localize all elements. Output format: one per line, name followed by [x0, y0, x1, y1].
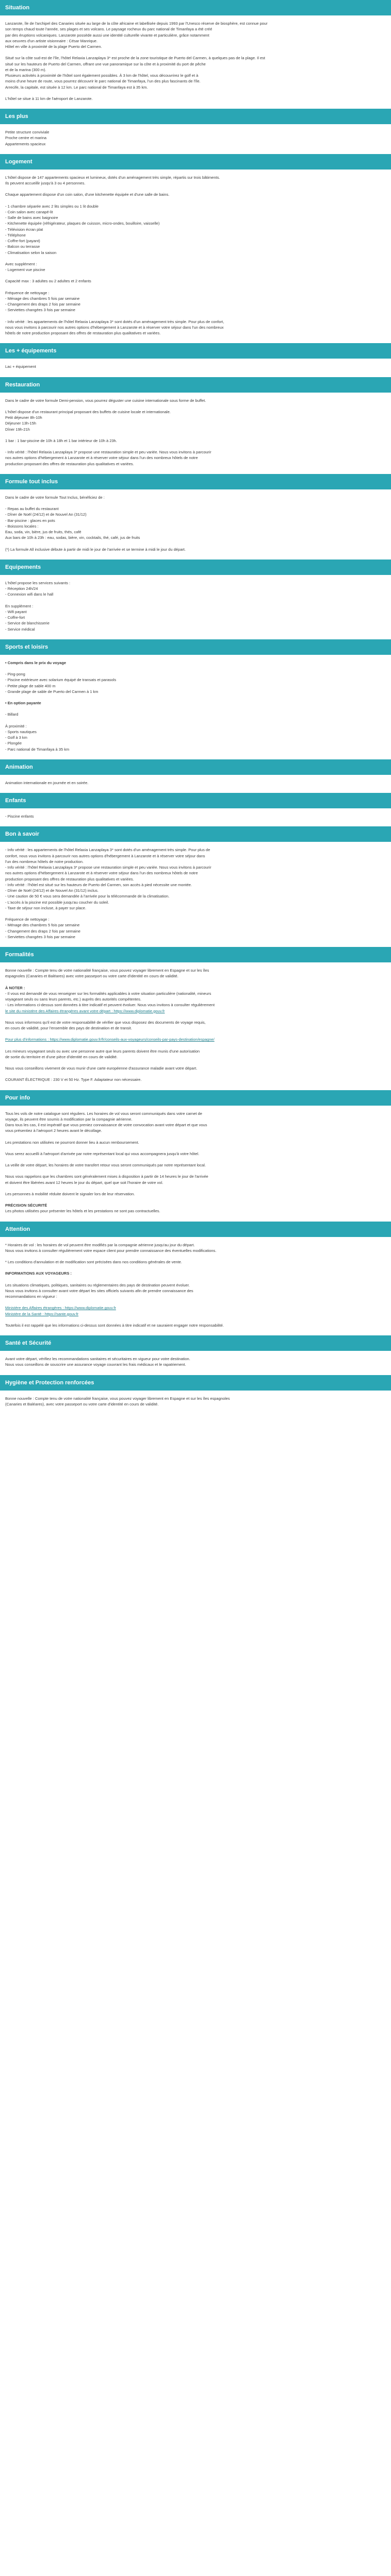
- text-line: Vous serez accueilli à l'aéroport d'arrivée par notre représentant local qui vous accompagnera jusqu'à votre hôtel.: [5, 1151, 200, 1156]
- section-sports: [0, 639, 391, 759]
- section-body: [0, 15, 391, 109]
- section-body: [0, 1237, 391, 1336]
- text-line: confort, nous vous invitons à parcourir nos autres options d'hébergement à Lanzarote et à réserver votre séjour dans: [5, 853, 205, 858]
- text-line: - Changement des draps 2 fois par semaine: [5, 302, 80, 307]
- text-line: Fréquence de nettoyage :: [5, 917, 50, 922]
- text-line: - Info vérité : les appartements de l'hôtel Relaxia Lanzaplaya 3* sont dotés d'un aménagement très simple. Pour plus de: [5, 848, 210, 853]
- section-sante-securite: [0, 1335, 391, 1375]
- text-line: - Serviettes changées 3 fois par semaine: [5, 934, 75, 939]
- section-enfants: [0, 793, 391, 826]
- text-line: - Info vérité : l'hôtel Relaxia Lanzaplaya 3* propose une restauration simple et peu variée. Nous vous invitons à parcourir: [5, 450, 211, 454]
- text-line: PRÉCISION SÉCURITÉ: [5, 1203, 47, 1208]
- text-line: - Ping-pong: [5, 672, 25, 676]
- text-line: [5, 1299, 386, 1305]
- section-body: [0, 655, 391, 759]
- text-line: L'hôtel dispose de 147 appartements spacieux et lumineux, dotés d'un aménagement très simple, répartis sur trois bâtiments.: [5, 175, 220, 180]
- section-formalites: [0, 947, 391, 1090]
- text-line: [5, 256, 386, 261]
- text-line: La veille de votre départ, les horaires de votre transfert retour vous seront communiqués par notre représentant local.: [5, 1163, 206, 1167]
- text-line: - Changement des draps 2 fois par semaine: [5, 928, 80, 934]
- text-line: - Ménage des chambres 5 fois par semaine: [5, 923, 80, 928]
- text-line: - Télévision écran plat: [5, 227, 43, 232]
- section-body: [0, 359, 391, 377]
- text-line: [5, 432, 386, 438]
- text-line: [5, 500, 386, 506]
- text-line: [5, 598, 386, 603]
- text-line: * Horaires de vol : les horaires de vol peuvent être modifiés par la compagnie aérienne jusqu'au jour du départ.: [5, 1242, 195, 1247]
- text-line: - Parc national de Timanfaya à 35 km: [5, 747, 70, 752]
- text-line: [5, 284, 386, 290]
- text-line: Les photos utilisées pour présenter les hôtels et les prestations ne sont pas contractuelles.: [5, 1209, 160, 1214]
- text-line: Bonne nouvelle : Compte tenu de votre nationalité française, vous pouvez voyager librement en Espagne et sur les îles: [5, 968, 209, 973]
- section-body: [0, 1106, 391, 1222]
- section-bon-a-savoir: [0, 826, 391, 947]
- section-equipements: [0, 560, 391, 639]
- section-body: [0, 1391, 391, 1415]
- text-line: recommandations en vigueur :: [5, 1294, 57, 1299]
- text-line: - Il vous est demandé de vous renseigner sur les formalités applicables à votre situation particulière (nationalité, mineurs: [5, 991, 211, 996]
- text-line: voyage, ils peuvent être soumis à modification par la compagnie aérienne.: [5, 1116, 133, 1122]
- section-body: [0, 1351, 391, 1375]
- section-title: Animation: [0, 759, 391, 775]
- section-pour-info: [0, 1090, 391, 1222]
- text-line: [5, 90, 386, 96]
- text-line: Proche centre et marina: [5, 135, 47, 141]
- text-line: Nous vous invitons à consulter avant votre départ les sites officiels suivants afin de prendre connaissance des: [5, 1288, 193, 1293]
- text-line: [5, 706, 386, 711]
- text-line: COURANT ÉLECTRIQUE : 230 V et 50 Hz. Type F. Adaptateur non nécessaire.: [5, 1077, 142, 1082]
- text-line: L'hôtel propose les services suivants :: [5, 580, 71, 585]
- text-line: Petit déjeuner 8h-10h: [5, 415, 42, 420]
- text-line: - Grande plage de sable de Puerto del Carmen à 1 km: [5, 689, 99, 694]
- text-line: [5, 911, 386, 917]
- text-line: Les situations climatiques, politiques, sanitaires ou réglementaires des pays de destination peuvent évoluer.: [5, 1282, 190, 1287]
- text-line: Animation internationale en journée et en soirée.: [5, 780, 89, 785]
- text-line: Toutefois il est rappelé que les informations ci-dessus sont données à titre indicatif et ne sauraient engager notre responsabilité.: [5, 1323, 224, 1328]
- text-line: • Compris dans le prix du voyage: [5, 660, 67, 665]
- section-title: Pour info: [0, 1090, 391, 1106]
- text-line: - Balcon ou terrasse: [5, 244, 40, 249]
- text-line: - Ménage des chambres 5 fois par semaine: [5, 296, 80, 301]
- text-line: INFORMATIONS AUX VOYAGEURS :: [5, 1271, 72, 1276]
- text-line: [5, 1031, 386, 1037]
- text-line: [5, 273, 386, 278]
- section-animation: [0, 759, 391, 793]
- text-line: - Dîner de Noël (24/12) et de Nouvel An (31/12): [5, 512, 87, 517]
- section-hygiene: [0, 1375, 391, 1415]
- section-body: [0, 775, 391, 793]
- text-line: - Les informations ci-dessus sont données à titre indicatif et peuvent évoluer. Nous vous invitons à consulter régulièrement: [5, 1003, 215, 1008]
- text-line: - Bar-piscine : glaces en pots: [5, 518, 55, 523]
- section-title: Situation: [0, 0, 391, 15]
- text-line: Arrecife, la capitale, est située à 12 km. Le parc national de Timanfaya est à 35 km.: [5, 84, 148, 90]
- text-line: Dans le cadre de votre formule Demi-pension, vous pourrez déguster une cuisine internationale sous forme de buffet.: [5, 398, 206, 403]
- text-line: - Boissons locales :: [5, 523, 39, 529]
- text-line: [5, 198, 386, 204]
- text-line: vous présentiez à l'aéroport 2 heures avant le décollage.: [5, 1128, 102, 1133]
- text-line: hôtels de notre production proposant des offres de restauration plus qualitatives et variées.: [5, 331, 161, 335]
- text-line: - Coin salon avec canapé-lit: [5, 209, 53, 214]
- text-line[interactable]: Pour plus d'informations : https://www.diplomatie.gouv.fr/fr/conseils-aux-voyageurs/conseils-par-pays-destination/espagne/: [5, 1037, 215, 1042]
- text-line: en cours de validité, pour l'ensemble des pays de destination et de transit.: [5, 1026, 132, 1030]
- section-body: [0, 575, 391, 639]
- text-line[interactable]: Ministère de la Santé : https://sante.gouv.fr: [5, 1311, 79, 1316]
- text-line: - L'accès à la piscine est possible jusqu'au coucher du soleil.: [5, 900, 109, 905]
- text-line: [5, 1014, 386, 1020]
- text-line: [5, 979, 386, 985]
- text-line: - Serviettes changées 3 fois par semaine: [5, 308, 75, 313]
- text-line: [5, 186, 386, 192]
- text-line: - Wifi payant: [5, 609, 27, 614]
- text-line: nos autres options d'hébergement à Lanzarote et à réserver votre séjour dans l'un des nombreux hôtels de notre: [5, 871, 198, 876]
- text-line: 1 bar : 1 bar-piscine de 10h à 18h et 1 bar intérieur de 10h à 23h.: [5, 438, 117, 443]
- text-line: • En option payante: [5, 701, 41, 705]
- section-title: Formalités: [0, 947, 391, 962]
- text-line: [5, 313, 386, 319]
- text-line: Bonne nouvelle : Compte tenu de votre nationalité française, vous pouvez voyager librement en Espagne et sur les îles espagnoles: [5, 1396, 230, 1401]
- section-logement: [0, 154, 391, 344]
- text-line: aux oeuvres d'un artiste visionnaire : César Manrique.: [5, 38, 98, 43]
- text-line: [5, 1317, 386, 1323]
- text-line: Chaque appartement dispose d'un coin salon, d'une kitchenette équipée et d'une salle de bains.: [5, 192, 170, 197]
- text-line: [5, 1168, 386, 1174]
- text-line: l'un des nombreux hôtels de notre production.: [5, 859, 84, 864]
- section-title: Bon à savoir: [0, 826, 391, 842]
- text-line: À proximité :: [5, 723, 27, 728]
- text-line: espagnoles (Canaries et Baléares) avec votre passeport ou votre carte d'identité en cours de validité.: [5, 974, 178, 979]
- text-line[interactable]: le site du ministère des Affaires étrangères avant votre départ : https://www.diplomatie.gouv.fr: [5, 1008, 165, 1013]
- text-line: Avec supplément :: [5, 261, 37, 266]
- text-line: - Téléphone: [5, 232, 26, 238]
- text-line: - Info vérité : l'hôtel Relaxia Lanzaplaya 3* propose une restauration simple et peu variée. Nous vous invitons à parcourir: [5, 865, 211, 870]
- section-title: Formule tout inclus: [0, 474, 391, 489]
- text-line: - 1 chambre séparée avec 2 lits simples ou 1 lit double: [5, 204, 99, 209]
- text-line: - Petite plage de sable 400 m: [5, 683, 56, 688]
- text-line: Capacité max : 3 adultes ou 2 adultes et 2 enfants: [5, 279, 91, 284]
- section-title: Restauration: [0, 377, 391, 393]
- text-line: [5, 718, 386, 723]
- text-line: Dans tous les cas, il est impératif que vous preniez connaissance de votre convocation avant votre départ et que vous: [5, 1123, 207, 1127]
- text-line: Petite structure conviviale: [5, 130, 50, 134]
- text-line: (Canaries et Baléares), avec votre passeport ou votre carte d'identité en cours de validité.: [5, 1401, 159, 1406]
- section-attention: [0, 1222, 391, 1336]
- text-line: - Service de blanchisserie: [5, 621, 50, 626]
- text-line: [5, 1265, 386, 1270]
- text-line: Dans le cadre de votre formule Tout Inclus, bénéficiez de :: [5, 495, 105, 500]
- text-line: [5, 444, 386, 449]
- text-line: [5, 541, 386, 547]
- section-title: Les plus: [0, 109, 391, 124]
- text-line: L'hôtel dispose d'un restaurant principal proposant des buffets de cuisine locale et internationale.: [5, 409, 171, 414]
- section-body: [0, 393, 391, 474]
- text-line: [5, 1145, 386, 1151]
- section-body: [0, 170, 391, 344]
- section-title: Les + équipements: [0, 343, 391, 359]
- text-line[interactable]: Ministère des Affaires étrangères : https://www.diplomatie.gouv.fr: [5, 1306, 116, 1311]
- text-line: et doivent être libérées avant 12 heures le jour du départ, quel que soit l'horaire de votre vol.: [5, 1180, 164, 1185]
- text-line: - Salle de bains avec baignoire: [5, 215, 58, 220]
- section-title: Logement: [0, 154, 391, 170]
- text-line: [5, 1277, 386, 1282]
- text-line: - Réception 24h/24: [5, 586, 38, 591]
- text-line: L'hôtel se situe à 11 km de l'aéroport de Lanzarote.: [5, 96, 93, 101]
- text-line: À NOTER :: [5, 985, 25, 990]
- text-line: - Connexion wifi dans le hall: [5, 592, 54, 597]
- text-line: Les prestations non utilisées ne pourront donner lieu à aucun remboursement.: [5, 1140, 139, 1145]
- text-line: [5, 1157, 386, 1162]
- text-line: * Les conditions d'annulation et de modification sont précisées dans nos conditions générales de vente.: [5, 1260, 182, 1264]
- section-situation: [0, 0, 391, 109]
- text-line: - Piscine enfants: [5, 814, 34, 819]
- text-line: [5, 1060, 386, 1065]
- text-line: [5, 403, 386, 409]
- text-line: [5, 1253, 386, 1259]
- text-line: production proposant des offres de restauration plus qualitatives et variées.: [5, 876, 134, 882]
- text-line: Nous vous conseillons de souscrire une assurance voyage couvrant les frais médicaux et le rapatriement.: [5, 1362, 186, 1367]
- section-title: Sports et loisirs: [0, 639, 391, 655]
- text-line: Nous vous rappelons que les chambres sont généralement mises à disposition à partir de 14 heures le jour de l'arrivée: [5, 1174, 208, 1179]
- text-line: - Taxe de séjour non incluse, à payer sur place.: [5, 905, 87, 910]
- text-line: [5, 49, 386, 55]
- text-line: Plusieurs activités à proximité de l'hôtel sont également possibles. À 3 km de l'hôtel, vous découvrirez le golf et à: [5, 73, 199, 78]
- text-line: [5, 1134, 386, 1140]
- section-body: [0, 124, 391, 154]
- text-line: - Piscine extérieure avec solarium équipé de transats et parasols: [5, 677, 117, 683]
- section-les-equipements: [0, 343, 391, 377]
- text-line: Aux bars de 10h à 23h : eau, sodas, bière, vin, cocktails, thé, café, jus de fruits: [5, 535, 140, 540]
- section-restauration: [0, 377, 391, 474]
- text-line: - Kitchenette équipée (réfrigérateur, plaques de cuisson, micro-ondes, bouilloire, vaisselle): [5, 221, 160, 226]
- text-line: Les mineurs voyageant seuls ou avec une personne autre que leurs parents doivent être munis d'une autorisation: [5, 1048, 200, 1054]
- section-title: Equipements: [0, 560, 391, 575]
- text-line: nous vous invitons à parcourir nos autres options d'hébergement à Lanzarote et à réserver votre séjour dans l'un des nombreux: [5, 325, 224, 330]
- text-line: - Dîner de Noël (24/12) et de Nouvel An (31/12) inclus.: [5, 888, 99, 893]
- text-line: Lanzarote, île de l'archipel des Canaries située au large de la côte africaine et labellisée depuis 1993 par l'Unesco réserve de biosphère, est connue pour: [5, 21, 268, 26]
- text-line: - Climatisation selon la saison: [5, 250, 57, 255]
- text-line: situé sur les hauteurs de Puerto del Carmen, offrant une vue panoramique sur la côte et à proximité du port de pêche: [5, 61, 206, 66]
- text-line: Les personnes à mobilité réduite doivent le signaler lors de leur réservation.: [5, 1191, 135, 1196]
- text-line: de sortie du territoire et d'une pièce d'identité en cours de validité.: [5, 1054, 118, 1059]
- text-line: Lac + équipement: [5, 364, 36, 369]
- text-line: - Plongée: [5, 741, 22, 746]
- text-line: - Service médical: [5, 626, 35, 632]
- text-line: Ils peuvent accueillir jusqu'à 3 ou 4 personnes.: [5, 181, 86, 185]
- text-line: Déjeuner 13h-15h: [5, 421, 37, 426]
- text-line: et de la marina (300 m).: [5, 67, 46, 72]
- text-line: - Sports nautiques: [5, 729, 37, 734]
- text-line: voyageant seuls ou sans leurs parents, etc.) auprès des autorités compétentes.: [5, 997, 141, 1002]
- text-line: [5, 1185, 386, 1191]
- text-line: son temps chaud toute l'année, ses plages et ses volcans. Le paysage rocheux du parc national de Timanfaya a été créé: [5, 27, 213, 32]
- section-formule: [0, 474, 391, 560]
- section-body: [0, 842, 391, 947]
- section-body: [0, 962, 391, 1090]
- text-line: - Repas au buffet du restaurant: [5, 506, 59, 511]
- text-line: Fréquence de nettoyage :: [5, 290, 50, 295]
- text-line: par des éruptions volcaniques. Lanzarote possède aussi une identité culturelle vivante et particulière, grâce notamment: [5, 32, 209, 38]
- text-line: - Logement vue piscine: [5, 267, 45, 272]
- text-line: moins d'une heure de route, vous pourrez découvrir le parc national de Timanfaya, l'un des plus fascinants de l'île.: [5, 79, 201, 84]
- text-line: nos autres options d'hébergement à Lanzarote et à réserver votre séjour dans l'un des nombreux hôtels de notre: [5, 455, 198, 461]
- text-line: - Une caution de 50 € vous sera demandée à l'arrivée pour la télécommande de la climatisation.: [5, 894, 170, 899]
- section-les-plus: [0, 109, 391, 154]
- text-line: [5, 1043, 386, 1048]
- text-line: Appartements spacieux: [5, 141, 46, 146]
- text-line: Nous vous informons qu'il est de votre responsabilité de vérifier que vous disposez des documents de voyage requis,: [5, 1020, 206, 1025]
- text-line: [5, 694, 386, 700]
- text-line: - Golf à 3 km: [5, 735, 27, 740]
- section-title: Santé et Sécurité: [0, 1335, 391, 1351]
- text-line: - Billard: [5, 712, 19, 717]
- text-line: Situé sur la côte sud-est de l'île, l'hôtel Relaxia Lanzaplaya 3* est proche de la zone touristique de Puerto del Carmen, à quelques pas de la plage. Il est: [5, 56, 266, 61]
- text-line: - Coffre-fort (payant): [5, 239, 40, 243]
- text-line: (*) La formule All inclusive débute à partir de midi le jour de l'arrivée et se termine à midi le jour du départ.: [5, 547, 186, 552]
- text-line: - Coffre-fort: [5, 615, 25, 620]
- text-line: Nous vous invitons à consulter régulièrement votre espace client pour prendre connaissance des éventuelles modifications.: [5, 1248, 217, 1253]
- text-line: Eau, soda, vin, bière, jus de fruits, thés, café: [5, 530, 82, 534]
- section-title: Enfants: [0, 793, 391, 808]
- text-line: Tous les vols de notre catalogue sont réguliers. Les horaires de vol vous seront communiqués dans votre carnet de: [5, 1111, 202, 1116]
- text-line: [5, 1071, 386, 1077]
- text-line: production proposant des offres de restauration plus qualitatives et variées.: [5, 461, 134, 466]
- section-body: [0, 489, 391, 560]
- text-line: Nous vous conseillons vivement de vous munir d'une carte européenne d'assurance maladie avant votre départ.: [5, 1066, 198, 1071]
- section-title: Hygiène et Protection renforcées: [0, 1375, 391, 1391]
- text-line: Dîner 19h-21h: [5, 427, 30, 432]
- text-line: Avant votre départ, vérifiez les recommandations sanitaires et sécuritaires en vigueur pour votre destination.: [5, 1357, 190, 1361]
- section-title: Attention: [0, 1222, 391, 1237]
- text-line: En supplément :: [5, 603, 34, 608]
- text-line: [5, 666, 386, 671]
- text-line: [5, 1197, 386, 1202]
- text-line: Hôtel en ville à proximité de la plage Puerto del Carmen.: [5, 44, 102, 49]
- section-body: [0, 808, 391, 826]
- text-line: - Info vérité : les appartements de l'hôtel Relaxia Lanzaplaya 3* sont dotés d'un aménagement très simple. Pour plus de confort,: [5, 319, 224, 324]
- text-line: - Info vérité : l'hôtel est situé sur les hauteurs de Puerto del Carmen, son accès à pied nécessite une montée.: [5, 882, 192, 887]
